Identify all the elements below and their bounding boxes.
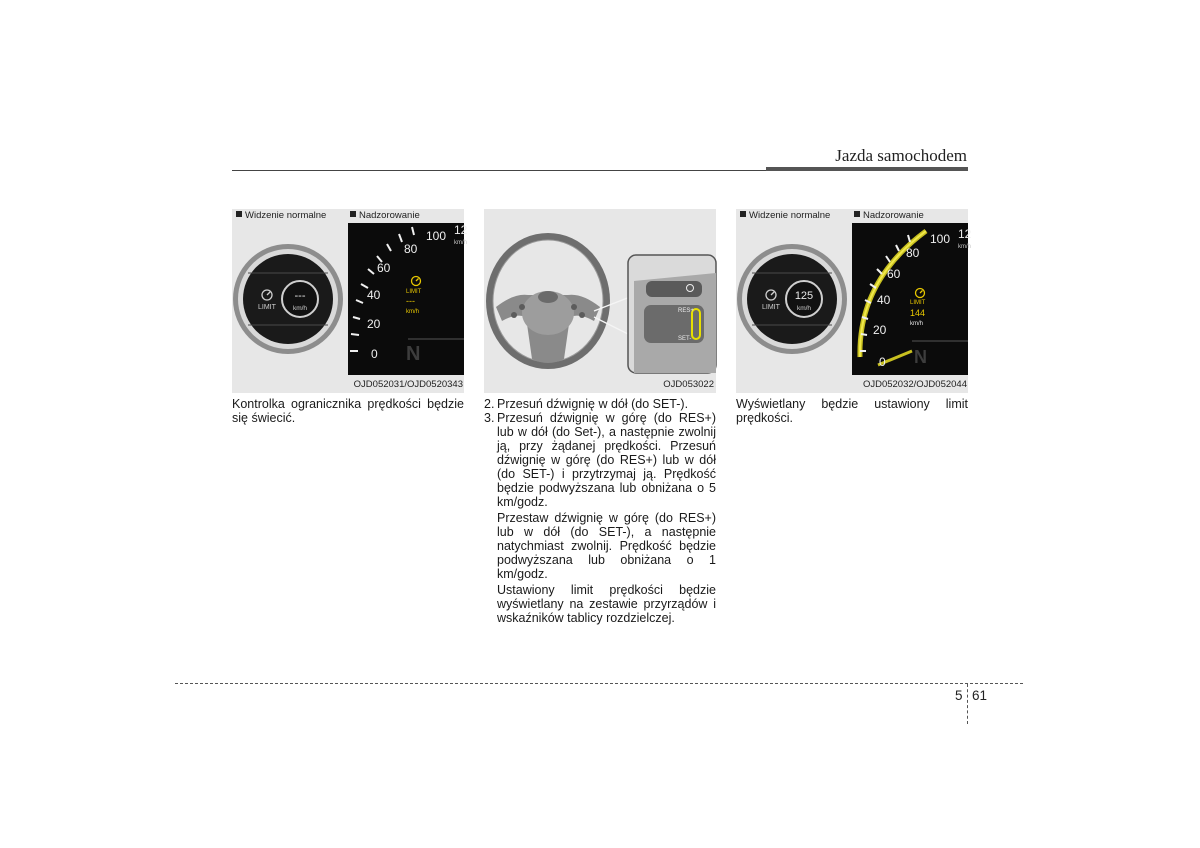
figure-left-tick-60: 60 [377,261,391,275]
figure-left-limit-unit: km/h [406,309,420,315]
list-item-number: 2. [484,397,495,411]
figure-right-tick-0: 0 [879,355,886,369]
figure-right-label-supervision: Nadzorowanie [854,210,924,221]
figure-left [232,209,468,393]
figure-right-tick-40: 40 [877,293,891,307]
figure-right-limit-icon [914,287,926,299]
paragraph: Przestaw dźwignię w górę (do RES+) lub w dół (do SET-), a następnie natychmiast zwolnij. Prędkość będzie podwyższana lub obniżana o 1 km/godz. [497,511,716,581]
figure-left-label-normal: Widzenie normalne [236,210,326,221]
figure-left-tick-100: 100 [426,229,447,243]
figure-right-speedometer [852,223,972,375]
list-item [484,411,716,509]
figure-left-limit-label: LIMIT [406,289,422,295]
text-column-middle [484,397,716,625]
figure-right-display-unit: km/h [796,305,812,312]
figure-right-code: OJD052032/OJD052044 [862,379,967,390]
footer-rule [175,683,1023,684]
figure-right-label-normal: Widzenie normalne [740,210,830,221]
figure-right-tick-120: 12 [958,227,972,241]
figure-left-limit-value: --- [406,296,415,306]
figure-right-tick-80: 80 [906,246,920,260]
figure-left-gear: N [406,343,421,365]
figure-left-tick-0: 0 [371,347,378,361]
header-rule-accent [766,167,968,171]
list-item-number: 3. [484,411,495,425]
list-item-text: Przesuń dźwignię w dół (do SET-). [497,397,689,411]
figure-left-label-supervision: Nadzorowanie [350,210,420,221]
figure-middle [484,209,716,393]
section-number: 5 [955,688,963,703]
figure-right-tick-20: 20 [873,323,887,337]
figure-right [736,209,972,393]
list-item [484,397,716,411]
figure-left-gauge-limit-label: LIMIT [258,304,276,311]
paragraph: Ustawiony limit prędkości będzie wyświetlany na zestawie przyrządów i wskaźników tablicy rozdzielczej. [497,583,716,625]
figure-left-code: OJD052031/OJD0520343 [353,379,463,390]
figure-right-gear: N [914,347,927,367]
figure-right-speedo-unit: km/h [958,244,972,250]
figure-left-speedo-unit: km/h [454,240,468,246]
steering-wheel-illustration [484,209,716,393]
figure-left-tick-120: 12 [454,223,468,237]
figure-left-speedometer [348,223,468,375]
set-minus-label: SET- [678,336,692,342]
figure-left-display-value: --- [294,290,306,302]
figure-right-tick-100: 100 [930,232,951,246]
figure-right-limit-unit: km/h [910,321,924,327]
figure-right-limit-label: LIMIT [910,300,926,306]
figure-left-display-unit: km/h [292,305,308,312]
text-column-right: Wyświetlany będzie ustawiony limit prędkości. [736,397,968,425]
figure-right-limit-value: 144 [910,308,926,318]
figure-right-tick-60: 60 [887,267,901,281]
page-number: 61 [972,688,988,703]
figure-left-tick-20: 20 [367,317,381,331]
list-item-text: Przesuń dźwignię w górę (do RES+) lub w dół (do Set-), a następnie zwolnij ją, przy żądanej prędkości. Przesuń dźwignię w górę (do RES+) lub w dół (do SET-) i przytrzymaj ją. Prędkość będzie podwyższana lub obniżana o 5 km/godz. [497,411,716,509]
res-plus-label: RES+ [678,308,694,314]
figure-right-gauge-limit-label: LIMIT [762,304,780,311]
figure-right-display-value: 125 [794,290,814,302]
figure-middle-code: OJD053022 [663,379,714,390]
figure-left-tick-80: 80 [404,242,418,256]
section-title: Jazda samochodem [835,146,967,165]
figure-left-limit-icon [410,275,422,287]
figure-left-tick-40: 40 [367,288,381,302]
text-column-left: Kontrolka ogranicznika prędkości będzie się świecić. [232,397,464,425]
footer-divider [967,684,968,724]
